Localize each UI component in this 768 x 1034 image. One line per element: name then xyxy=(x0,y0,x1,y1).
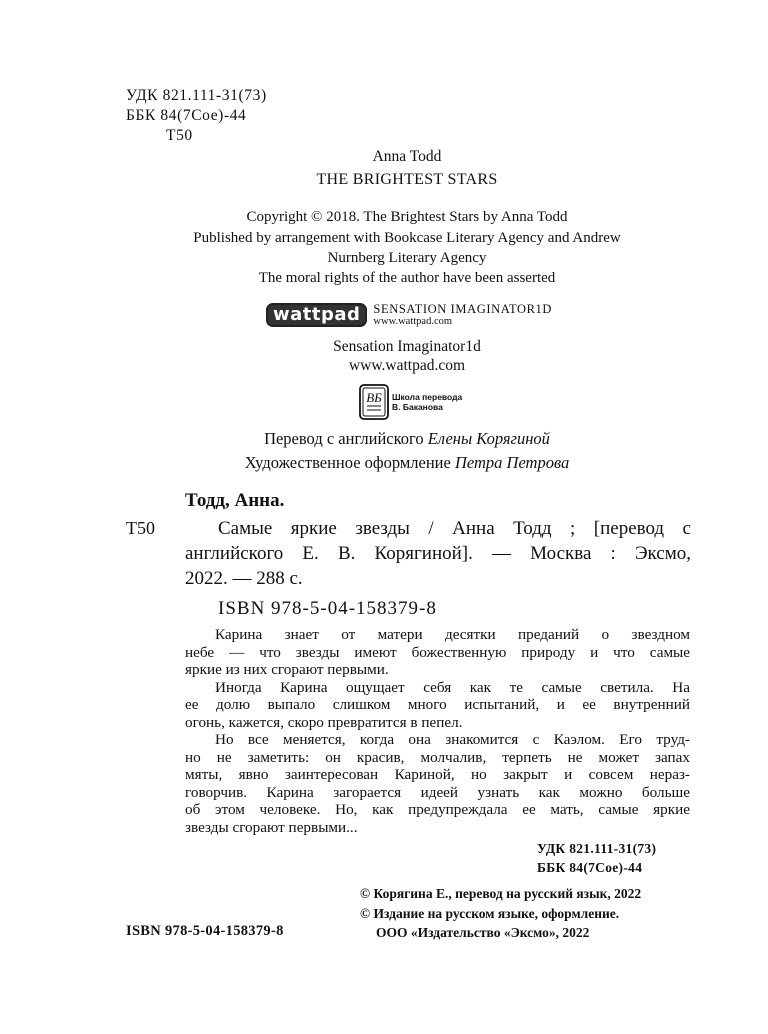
biblio-line: Самые яркие звезды / Анна Тодд ; [перевод с xyxy=(218,518,691,539)
bottom-copyright-line: © Корягина Е., перевод на русский язык, 2022 xyxy=(360,886,642,901)
bottom-copyright-line: ООО «Издательство «Эксмо», 2022 xyxy=(376,925,590,940)
translator-name: Елены Корягиной xyxy=(427,429,550,448)
original-title: THE BRIGHTEST STARS xyxy=(316,171,498,188)
annotation-line: звезды сгорают первыми... xyxy=(185,818,358,836)
school-emblem-icon xyxy=(359,384,389,420)
annotation-line: небе — что звезды имеют божественную природу и что самые xyxy=(185,643,690,661)
school-founder: В. Баканова xyxy=(392,402,443,412)
wattpad-url: www.wattpad.com xyxy=(348,357,466,374)
annotation-line: ее долю выпало слишком много испытаний, и ее внутренний xyxy=(185,696,690,713)
biblio-line: 2022. — 288 с. xyxy=(185,568,303,589)
annotation xyxy=(185,626,690,836)
bbk-code: ББК 84(7Сое)-44 xyxy=(126,107,247,124)
copyright-line: Copyright © 2018. The Brightest Stars by Anna Todd xyxy=(246,209,568,225)
original-author: Anna Todd xyxy=(372,148,442,165)
school-name: Школа перевода xyxy=(392,392,463,402)
bottom-isbn: ISBN 978-5-04-158379-8 xyxy=(126,923,284,939)
annotation-line: Но все меняется, когда она знакомится с Каэлом. Его труд- xyxy=(215,731,690,748)
biblio-line: английского Е. В. Корягиной]. — Москва : Эксмо, xyxy=(185,543,691,564)
annotation-line: об этом человеке. Но, как предупреждала ее мать, самые яркие xyxy=(185,801,690,818)
wattpad-author-name: Sensation Imaginator1d xyxy=(333,338,481,355)
annotation-line: но не заметить: он красив, молчалив, терпеть не может запах xyxy=(185,748,690,766)
translation-school-logo xyxy=(359,384,462,420)
bottom-udk-code: УДК 821.111-31(73) xyxy=(537,841,657,856)
udk-code: УДК 821.111-31(73) xyxy=(126,87,267,104)
annotation-line: яркие из них сгорают первыми. xyxy=(185,661,389,678)
copyright-line: Nurnberg Literary Agency xyxy=(327,250,487,266)
copyright-line: Published by arrangement with Bookcase Literary Agency and Andrew xyxy=(193,230,621,246)
design-credit xyxy=(0,452,768,473)
copyright-line: The moral rights of the author have been asserted xyxy=(258,270,556,286)
school-emblem-mark: ВБ xyxy=(366,390,382,405)
annotation-line: мяты, явно заинтересован Кариной, но закрыт и совсем нераз- xyxy=(185,766,690,783)
wattpad-logo-mark: wattpad xyxy=(266,303,367,327)
biblio-author: Тодд, Анна. xyxy=(185,490,285,511)
biblio-author-mark: Т50 xyxy=(126,518,155,538)
author-mark: Т50 xyxy=(166,127,193,144)
wattpad-logo-name: SENSATION IMAGINATOR1D xyxy=(373,302,553,316)
design-prefix: Художественное оформление xyxy=(244,453,455,472)
annotation-line: Иногда Карина ощущает себя как те самые светила. На xyxy=(215,678,690,696)
annotation-line: Карина знает от матери десятки преданий о звездном xyxy=(215,626,690,643)
bottom-copyright-line: © Издание на русском языке, оформление. xyxy=(360,906,620,921)
biblio-description xyxy=(185,516,691,591)
wattpad-logo-url: www.wattpad.com xyxy=(373,316,453,327)
annotation-line: говорчив. Карина загорается идеей узнать как можно больше xyxy=(185,783,690,801)
wattpad-logo xyxy=(266,302,552,328)
translation-prefix: Перевод с английского xyxy=(264,429,428,448)
designer-name: Петра Петрова xyxy=(454,453,570,472)
bottom-bbk-code: ББК 84(7Сое)-44 xyxy=(537,860,643,875)
translation-credit xyxy=(0,428,768,449)
annotation-line: огонь, кажется, скоро превратится в пепел. xyxy=(185,713,463,731)
biblio-isbn: ISBN 978-5-04-158379-8 xyxy=(218,598,437,619)
